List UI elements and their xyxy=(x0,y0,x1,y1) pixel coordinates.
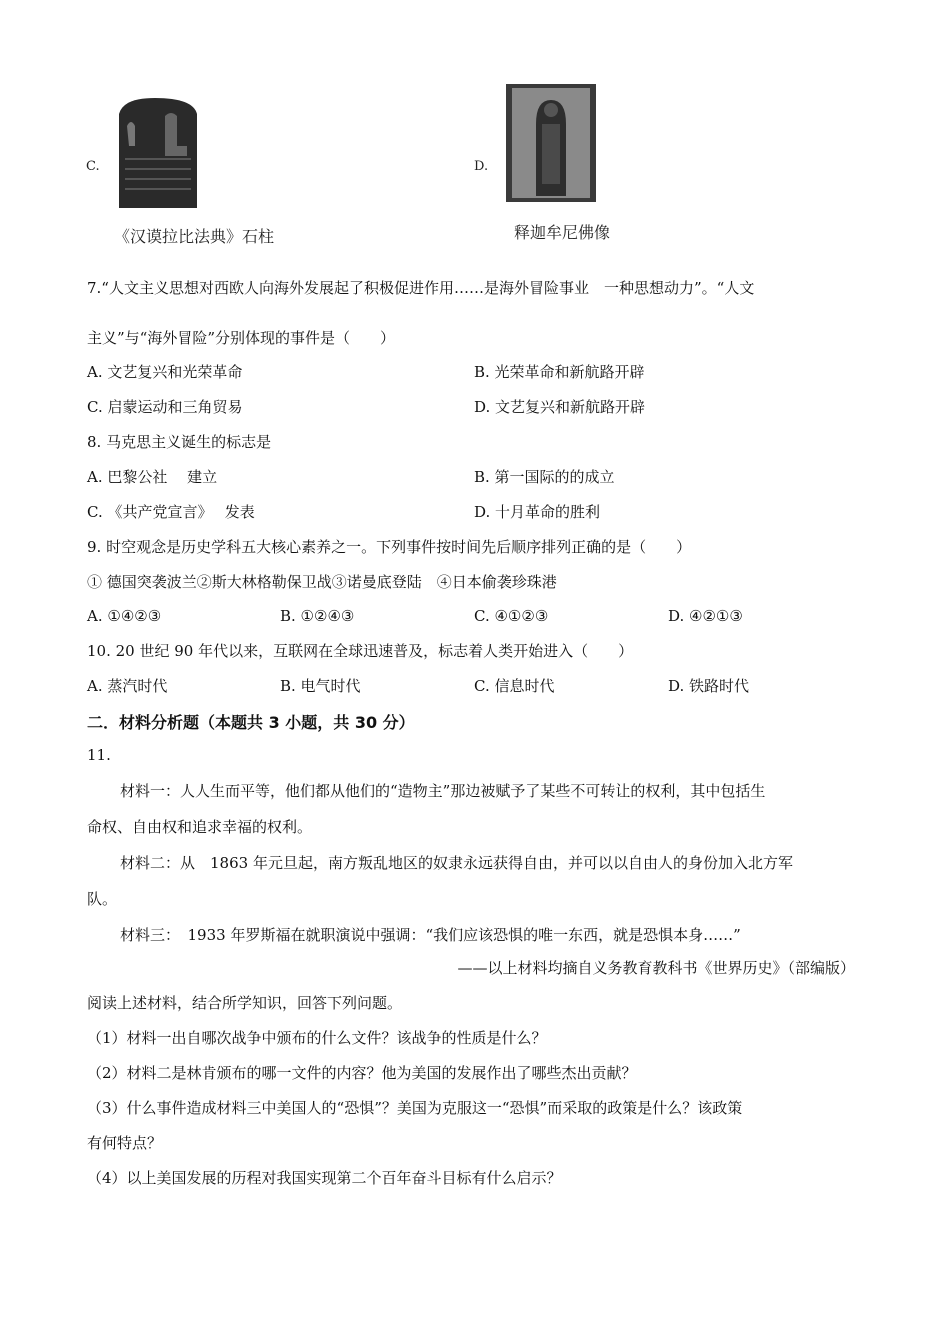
option-c-label: C. xyxy=(86,159,100,174)
buddha-statue-image xyxy=(506,84,596,202)
sub-question-3-line1: （3）什么事件造成材料三中美国人的“恐惧”？美国为克服这一“恐惧”而采取的政策是什么？该政策 xyxy=(87,1099,743,1117)
instruction: 阅读上述材料，结合所学知识，回答下列问题。 xyxy=(87,994,403,1012)
buddha-caption: 释迦牟尼佛像 xyxy=(514,223,611,242)
q10-option-c: C. 信息时代 xyxy=(474,677,555,695)
sub-question-2: （2）材料二是林肯颁布的哪一文件的内容？他为美国的发展作出了哪些杰出贡献？ xyxy=(87,1064,637,1082)
q8-option-c: C. 《共产党宣言》 发表 xyxy=(87,503,255,521)
q9-option-b: B. ①②④③ xyxy=(280,607,355,625)
q8-stem: 8. 马克思主义诞生的标志是 xyxy=(87,433,272,451)
q8-option-b: B. 第一国际的的成立 xyxy=(474,468,615,486)
q9-option-c: C. ④①②③ xyxy=(474,607,549,625)
material1-line1: 材料一：人人生而平等，他们都从他们的“造物主”那边被赋予了某些不可转让的权利，其中包括生 xyxy=(120,782,766,800)
hammurabi-stele-image xyxy=(115,96,201,208)
q7-stem-line1: 7.“人文主义思想对西欧人向海外发展起了积极促进作用……是海外冒险事业 一种思想动力”。“人文 xyxy=(87,279,755,297)
q8-option-d: D. 十月革命的胜利 xyxy=(474,503,601,521)
sub-question-1: （1）材料一出自哪次战争中颁布的什么文件？该战争的性质是什么？ xyxy=(87,1029,547,1047)
material2-line1: 材料二：从 1863 年元旦起，南方叛乱地区的奴隶永远获得自由，并可以以自由人的身份加入北方军 xyxy=(120,854,793,872)
q11-number: 11. xyxy=(87,746,111,764)
option-d-label: D. xyxy=(474,159,489,174)
q10-option-d: D. 铁路时代 xyxy=(668,677,750,695)
section2-title: 二．材料分析题（本题共 3 小题，共 30 分） xyxy=(87,713,415,732)
sub-question-4: （4）以上美国发展的历程对我国实现第二个百年奋斗目标有什么启示？ xyxy=(87,1169,562,1187)
q9-events: ① 德国突袭波兰②斯大林格勒保卫战③诺曼底登陆 ④日本偷袭珍珠港 xyxy=(87,573,557,591)
q7-option-c: C. 启蒙运动和三角贸易 xyxy=(87,398,243,416)
q10-stem: 10. 20 世纪 90 年代以来，互联网在全球迅速普及，标志着人类开始进入（ ） xyxy=(87,642,634,660)
q7-option-b: B. 光荣革命和新航路开辟 xyxy=(474,363,645,381)
hammurabi-caption: 《汉谟拉比法典》石柱 xyxy=(114,227,275,246)
material1-line2: 命权、自由权和追求幸福的权利。 xyxy=(87,818,313,836)
q8-option-a: A. 巴黎公社 建立 xyxy=(87,468,218,486)
material2-line2: 队。 xyxy=(87,890,118,908)
q9-option-a: A. ①④②③ xyxy=(87,607,162,625)
material-source: ——以上材料均摘自义务教育教科书《世界历史》（部编版） xyxy=(457,959,855,977)
q9-stem: 9. 时空观念是历史学科五大核心素养之一。下列事件按时间先后顺序排列正确的是（ ） xyxy=(87,538,692,556)
material3: 材料三： 1933 年罗斯福在就职演说中强调：“我们应该恐惧的唯一东西，就是恐惧本身……” xyxy=(120,926,741,944)
q7-option-a: A. 文艺复兴和光荣革命 xyxy=(87,363,243,381)
q7-option-d: D. 文艺复兴和新航路开辟 xyxy=(474,398,646,416)
q9-option-d: D. ④②①③ xyxy=(668,607,743,625)
sub-question-3-line2: 有何特点？ xyxy=(87,1134,163,1152)
q10-option-b: B. 电气时代 xyxy=(280,677,361,695)
q7-stem-line2: 主义”与“海外冒险”分别体现的事件是（ ） xyxy=(87,329,396,347)
q10-option-a: A. 蒸汽时代 xyxy=(87,677,168,695)
